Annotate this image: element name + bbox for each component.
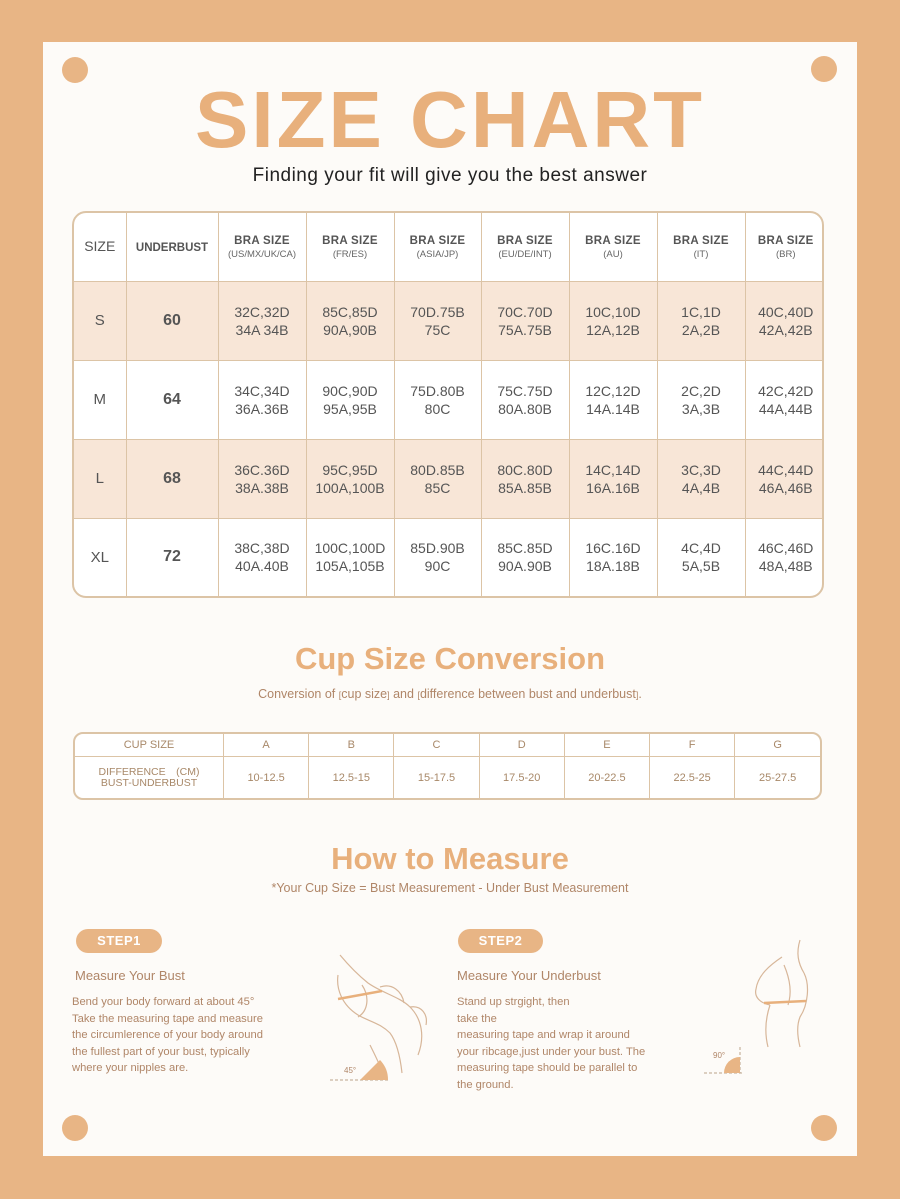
cup-cell: A bbox=[224, 734, 309, 757]
how-to-measure-title: How to Measure bbox=[331, 841, 569, 876]
table-cell: 16C.16D 18A.18B bbox=[569, 518, 657, 596]
svg-text:45°: 45° bbox=[344, 1066, 357, 1075]
header-bra-size-fr: BRA SIZE (FR/ES) bbox=[306, 213, 394, 282]
cup-size-formula: *Your Cup Size = Bust Measurement - Under Bust Measurement bbox=[271, 881, 629, 895]
table-cell: 85C.85D 90A.90B bbox=[481, 518, 569, 596]
row-size: S bbox=[74, 282, 126, 361]
table-cell: 100C,100D 105A,105B bbox=[306, 518, 394, 596]
header-size: SIZE bbox=[74, 213, 126, 282]
row-underbust: 64 bbox=[126, 360, 218, 439]
cup-size-row bbox=[75, 734, 820, 757]
table-cell: 85D.90B 90C bbox=[394, 518, 481, 596]
size-table bbox=[72, 211, 824, 598]
cup-cell: B bbox=[309, 734, 394, 757]
table-cell: 38C,38D 40A.40B bbox=[218, 518, 306, 596]
header-bra-size-it: BRA SIZE (IT) bbox=[657, 213, 745, 282]
row-underbust: 72 bbox=[126, 518, 218, 596]
underbust-measure-illustration bbox=[700, 935, 820, 1080]
difference-cell: 17.5-20 bbox=[479, 757, 564, 798]
cup-cell: D bbox=[479, 734, 564, 757]
header-bra-size-eu: BRA SIZE (EU/DE/INT) bbox=[481, 213, 569, 282]
table-row bbox=[74, 282, 824, 361]
cup-size-table bbox=[73, 732, 822, 800]
table-cell: 14C,14D 16A.16B bbox=[569, 439, 657, 518]
difference-cell: 12.5-15 bbox=[309, 757, 394, 798]
table-cell: 90C,90D 95A,95B bbox=[306, 360, 394, 439]
table-cell: 80D.85B 85C bbox=[394, 439, 481, 518]
difference-cell: 20-22.5 bbox=[564, 757, 649, 798]
header-bra-size-us: BRA SIZE (US/MX/UK/CA) bbox=[218, 213, 306, 282]
table-cell: 44C,44D 46A,46B bbox=[745, 439, 824, 518]
table-cell: 40C,40D 42A,42B bbox=[745, 282, 824, 361]
cup-cell: E bbox=[564, 734, 649, 757]
table-row bbox=[74, 439, 824, 518]
page-title: SIZE CHART bbox=[195, 75, 705, 164]
step1-heading: Measure Your Bust bbox=[75, 968, 185, 983]
table-cell: 36C.36D 38A.38B bbox=[218, 439, 306, 518]
difference-cell: 15-17.5 bbox=[394, 757, 479, 798]
page-subtitle: Finding your fit will give you the best answer bbox=[252, 165, 648, 186]
table-row bbox=[74, 360, 824, 439]
row-size: XL bbox=[74, 518, 126, 596]
row-size: L bbox=[74, 439, 126, 518]
table-cell: 3C,3D 4A,4B bbox=[657, 439, 745, 518]
bust-measure-illustration bbox=[310, 945, 440, 1085]
header-bra-size-asia: BRA SIZE (ASIA/JP) bbox=[394, 213, 481, 282]
cup-cell: F bbox=[650, 734, 735, 757]
table-cell: 80C.80D 85A.85B bbox=[481, 439, 569, 518]
cup-size-label: CUP SIZE bbox=[75, 734, 224, 757]
table-cell: 32C,32D 34A 34B bbox=[218, 282, 306, 361]
row-underbust: 68 bbox=[126, 439, 218, 518]
table-cell: 12C,12D 14A.14B bbox=[569, 360, 657, 439]
table-cell: 42C,42D 44A,44B bbox=[745, 360, 824, 439]
cup-conversion-title: Cup Size Conversion bbox=[294, 641, 606, 676]
table-cell: 34C,34D 36A.36B bbox=[218, 360, 306, 439]
table-cell: 70D.75B 75C bbox=[394, 282, 481, 361]
table-cell: 2C,2D 3A,3B bbox=[657, 360, 745, 439]
table-cell: 1C,1D 2A,2B bbox=[657, 282, 745, 361]
table-cell: 70C.70D 75A.75B bbox=[481, 282, 569, 361]
table-cell: 75C.75D 80A.80B bbox=[481, 360, 569, 439]
cup-cell: C bbox=[394, 734, 479, 757]
step2-heading: Measure Your Underbust bbox=[457, 968, 601, 983]
table-cell: 10C,10D 12A,12B bbox=[569, 282, 657, 361]
difference-label: DIFFERENCE (CM) BUST-UNDERBUST bbox=[75, 757, 224, 798]
svg-text:90°: 90° bbox=[713, 1051, 726, 1060]
table-cell: 95C,95D 100A,100B bbox=[306, 439, 394, 518]
corner-dot-bottom-right bbox=[811, 1115, 837, 1141]
step2-badge: STEP2 bbox=[458, 929, 543, 953]
table-cell: 4C,4D 5A,5B bbox=[657, 518, 745, 596]
step1-badge: STEP1 bbox=[76, 929, 162, 953]
corner-dot-bottom-left bbox=[62, 1115, 88, 1141]
table-cell: 75D.80B 80C bbox=[394, 360, 481, 439]
cup-conversion-note: Conversion of [cup size] and [difference between bust and underbust]. bbox=[258, 687, 642, 701]
row-underbust: 60 bbox=[126, 282, 218, 361]
table-cell: 46C,46D 48A,48B bbox=[745, 518, 824, 596]
difference-cell: 25-27.5 bbox=[735, 757, 820, 798]
header-bra-size-au: BRA SIZE (AU) bbox=[569, 213, 657, 282]
difference-row bbox=[75, 757, 820, 798]
header-bra-size-br: BRA SIZE (BR) bbox=[745, 213, 824, 282]
step1-instructions: Bend your body forward at about 45° Take the measuring tape and measure the circumlerence of your body around the fullest part of your bust, typically where your nipples are. bbox=[72, 996, 263, 1074]
cup-cell: G bbox=[735, 734, 820, 757]
difference-cell: 10-12.5 bbox=[224, 757, 309, 798]
row-size: M bbox=[74, 360, 126, 439]
difference-cell: 22.5-25 bbox=[650, 757, 735, 798]
table-row bbox=[74, 518, 824, 596]
step2-instructions: Stand up strgight, then take the measuring tape and wrap it around your ribcage,just under your bust. The measuring tape should be parallel to the ground. bbox=[457, 996, 646, 1091]
table-cell: 85C,85D 90A,90B bbox=[306, 282, 394, 361]
header-underbust: UNDERBUST bbox=[126, 213, 218, 282]
